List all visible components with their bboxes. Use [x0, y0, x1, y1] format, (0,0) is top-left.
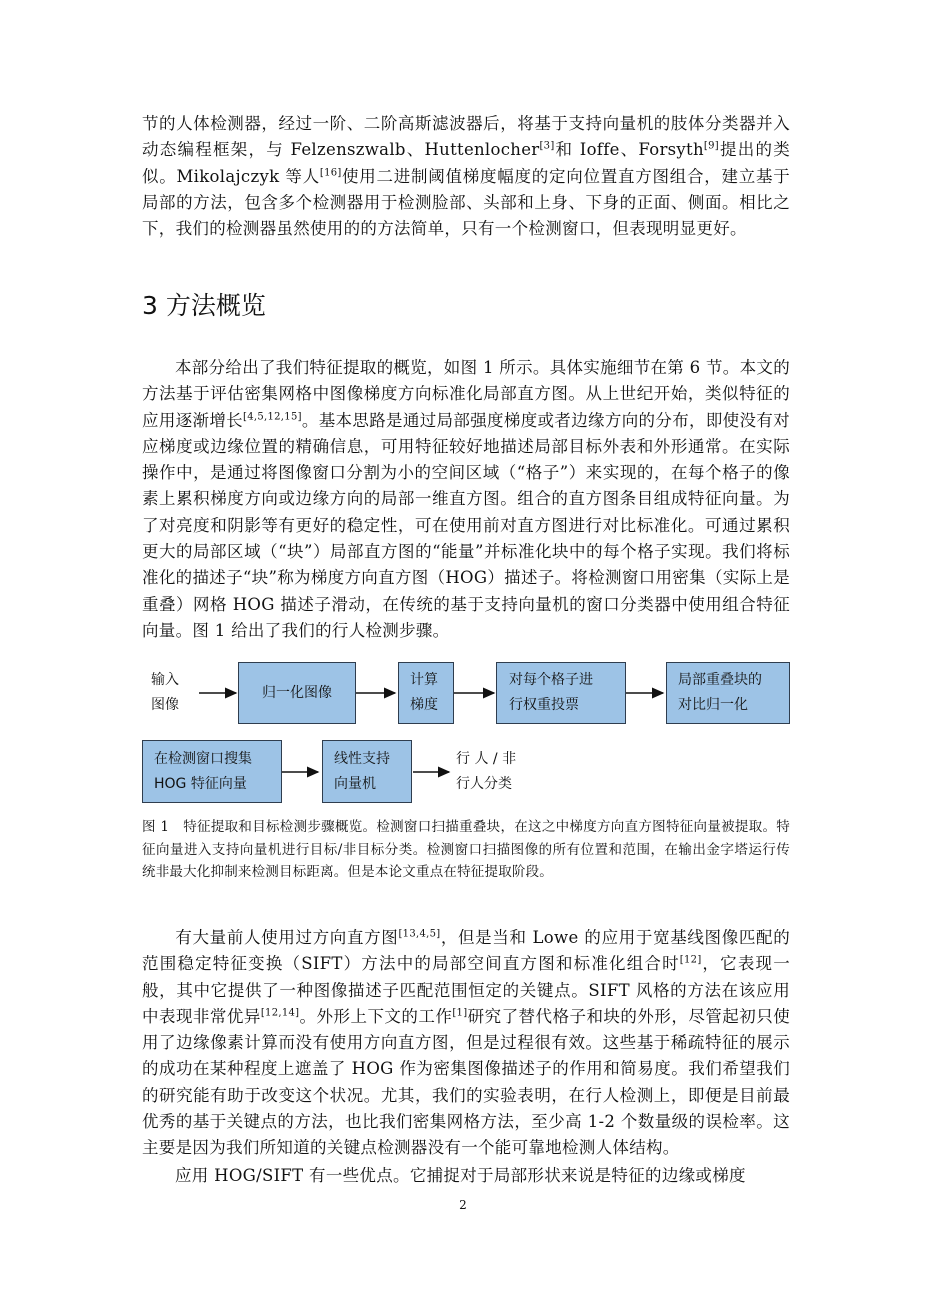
text-run: 使用二进制阈值梯度幅度的定向位置直方图组合，建立基于局部的方法，包含多个检测器用于检测脸部、头部和上身、下身的正面、侧面。相比之下，我们的检测器虽然使用的的方法简单，只有一个检测窗口，但表现明显更好。 — [142, 166, 790, 239]
compute-gradient-box: 计算 梯度 — [398, 662, 454, 724]
text-run: 和 Ioffe、Forsyth — [554, 140, 704, 160]
citation: [4,5,12,15] — [243, 411, 302, 423]
caption-label: 图 1 — [142, 819, 170, 835]
text-run: 应用 HOG/SIFT 有一些优点。它捕捉对于局部形状来说是特征的边缘或梯度 — [175, 1166, 746, 1185]
block-normalization-box: 局部重叠块的 对比归一化 — [666, 662, 790, 724]
advantages-paragraph — [142, 1163, 790, 1189]
pipeline-figure — [140, 656, 800, 806]
related-work-paragraph — [142, 925, 790, 1162]
overview-paragraph — [142, 355, 790, 644]
citation: [12] — [679, 954, 702, 966]
citation: [13,4,5] — [398, 928, 441, 940]
classification-output-label: 行 人 / 非 行人分类 — [456, 751, 517, 792]
text-run: 有大量前人使用过方向直方图 — [175, 928, 399, 947]
intro-paragraph — [142, 111, 790, 242]
linear-svm-box: 线性支持 向量机 — [322, 740, 412, 803]
page-number: 2 — [459, 1198, 467, 1212]
input-image-label: 输入 图像 — [151, 672, 179, 713]
normalize-image-box: 归一化图像 — [238, 662, 356, 724]
text-run: 节的人体检测器，经过一阶、二阶高斯滤波器后，将基于支持向量机的肢体分类器并入动态编程框架，与 Felzenszwalb、Huttenlocher — [142, 114, 790, 160]
weighted-vote-box: 对每个格子进 行权重投票 — [496, 662, 626, 724]
text-run: 。外形上下文的工作 — [299, 1006, 453, 1026]
section-heading: 3 方法概览 — [142, 291, 266, 320]
figure-caption — [142, 816, 790, 884]
text-run: 研究了替代格子和块的外形，尽管起初只使用了边缘像素计算而没有使用方向直方图，但是过程很有效。这些基于稀疏特征的展示的成功在某种程度上遮盖了 HOG 作为密集图像描述子的作用和简易度。我们希望我们的研究能有助于改变这个状况。尤其，我们的实验表明，在行人检测上，即便是目前最优秀的基于关键点的方法，也比我们密集网格方法，至少高 1-2 个数量级的误检率。这主要是因为我们所知道的关键点检测器没有一个能可靠地检测人体结构。 — [142, 1006, 791, 1158]
citation: [16] — [319, 167, 342, 179]
text-run: ，它表现一般，其中它提供了一种图像描述子匹配范围恒定的关键点。SIFT 风格的方法在该应用中表现非常优异 — [142, 954, 791, 1026]
citation: [3] — [539, 140, 555, 152]
caption-text: 特征提取和目标检测步骤概览。检测窗口扫描重叠块，在这之中梯度方向直方图特征向量被提取。特征向量进入支持向量机进行目标/非目标分类。检测窗口扫描图像的所有位置和范围，在输出金字塔运行传统非最大化抑制来检测目标距离。但是本论文重点在特征提取阶段。 — [142, 819, 790, 880]
text-run: ，但是当和 Lowe 的应用于宽基线图像匹配的范围稳定特征变换（SIFT）方法中的局部空间直方图和标准化组合时 — [142, 928, 790, 974]
collect-hog-box: 在检测窗口搜集 HOG 特征向量 — [142, 740, 282, 803]
text-run: 。基本思路是通过局部强度梯度或者边缘方向的分布，即使没有对应梯度或边缘位置的精确信息，可用特征较好地描述局部目标外表和外形通常。在实际操作中，是通过将图像窗口分割为小的空间区域（“格子”）来实现的，在每个格子的像素上累积梯度方向或边缘方向的局部一维直方图。组合的直方图条目组成特征向量。为了对亮度和阴影等有更好的稳定性，可在使用前对直方图进行对比标准化。可通过累积更大的局部区域（“块”）局部直方图的“能量”并标准化块中的每个格子实现。我们将标准化的描述子“块”称为梯度方向直方图（HOG）描述子。将检测窗口用密集（实际上是重叠）网格 HOG 描述子滑动，在传统的基于支持向量机的窗口分类器中使用组合特征向量。图 1 给出了我们的行人检测步骤。 — [142, 410, 790, 640]
citation: [9] — [703, 140, 719, 152]
text-run: 本部分给出了我们特征提取的概览，如图 1 所示。具体实施细节在第 6 节。本文的方法基于评估密集网格中图像梯度方向标准化局部直方图。从上世纪开始，类似特征的应用逐渐增长 — [142, 358, 790, 430]
citation: [1] — [452, 1007, 468, 1019]
text-run: 提出的类似。Mikolajczyk 等人 — [142, 140, 790, 186]
citation: [12,14] — [260, 1007, 300, 1019]
